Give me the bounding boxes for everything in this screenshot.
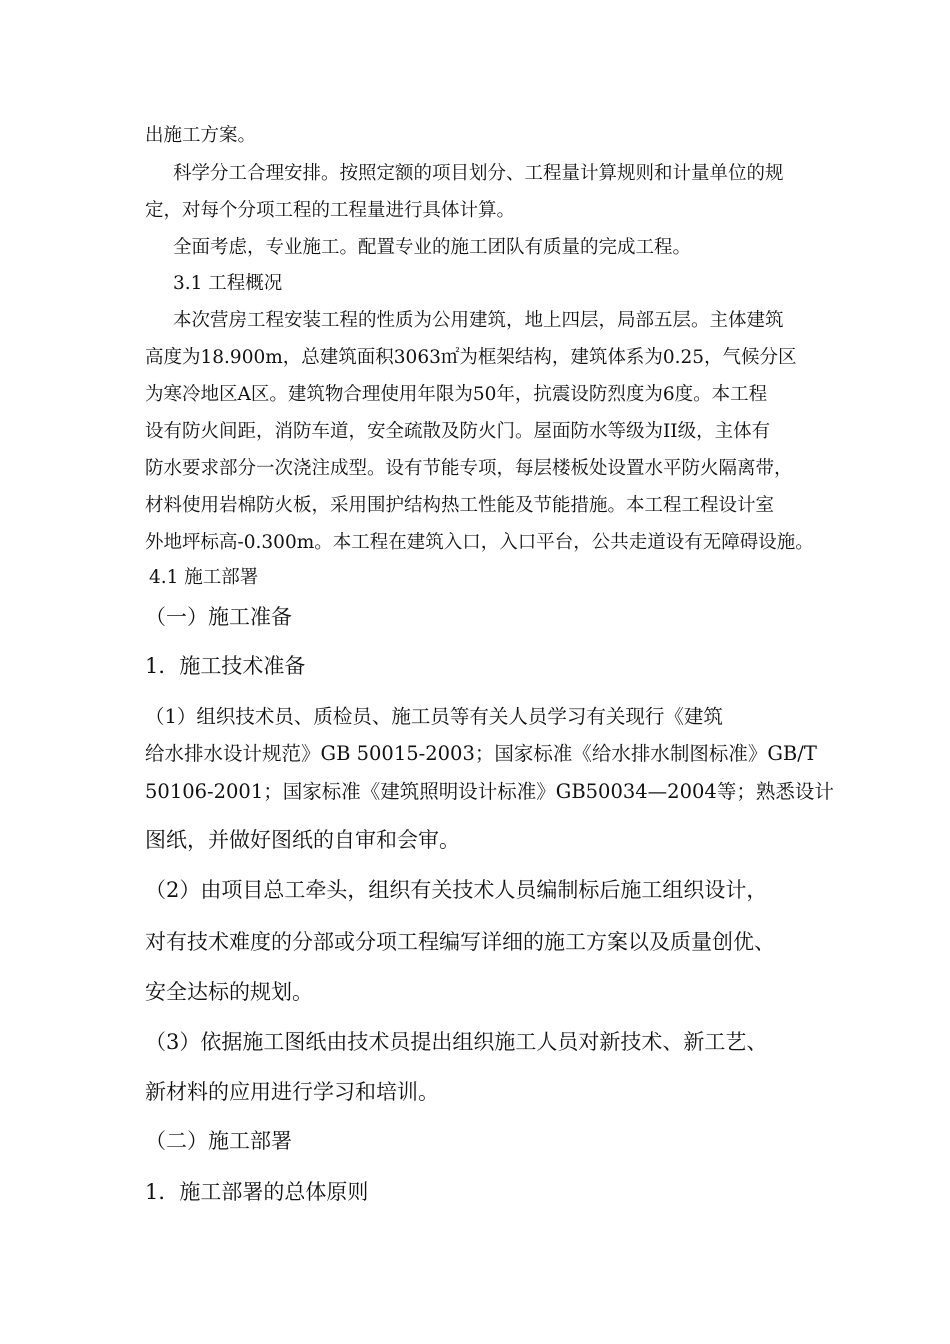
section-heading: 4.1 施工部署 [149,567,259,588]
paragraph-line: 给水排水设计规范》GB 50015-2003；国家标准《给水排水制图标准》GB/T [145,742,817,765]
paragraph-line: 材料使用岩棉防火板，采用围护结构热工性能及节能措施。本工程工程设计室 [145,495,775,516]
paragraph-line: 设有防火间距，消防车道，安全疏散及防火门。屋面防水等级为II级，主体有 [145,421,771,442]
paragraph-line: 科学分工合理安排。按照定额的项目划分、工程量计算规则和计量单位的规 [173,163,784,184]
paragraph-line: 安全达标的规划。 [145,980,313,1004]
paragraph-line: （2）由项目总工牵头，组织有关技术人员编制标后施工组织设计， [145,878,768,902]
paragraph-line: 出施工方案。 [145,125,257,146]
paragraph-line: （1）组织技术员、质检员、施工员等有关人员学习有关现行《建筑 [145,705,723,728]
subsection-heading: 1．施工部署的总体原则 [145,1180,369,1204]
paragraph-line: 高度为18.900m，总建筑面积3063㎡为框架结构，建筑体系为0.25，气候分区 [145,347,797,368]
paragraph-line: （3）依据施工图纸由技术员提出组织施工人员对新技术、新工艺、 [145,1030,768,1054]
paragraph-line: 全面考虑，专业施工。配置专业的施工团队有质量的完成工程。 [173,237,692,258]
paragraph-line: 本次营房工程安装工程的性质为公用建筑，地上四层，局部五层。主体建筑 [173,310,784,331]
section-heading: 3.1 工程概况 [173,273,283,294]
paragraph-line: 新材料的应用进行学习和培训。 [145,1080,439,1104]
paragraph-line: 对有技术难度的分部或分项工程编写详细的施工方案以及质量创优、 [145,930,775,954]
subsection-heading: 1．施工技术准备 [145,654,306,678]
paragraph-line: 为寒冷地区A区。建筑物合理使用年限为50年，抗震设防烈度为6度。本工程 [145,384,768,405]
paragraph-line: 定，对每个分项工程的工程量进行具体计算。 [145,200,516,221]
paragraph-line: 50106-2001；国家标准《建筑照明设计标准》GB50034—2004等；熟悉设计 [145,780,834,803]
paragraph-line: 图纸，并做好图纸的自审和会审。 [145,828,460,852]
paragraph-line: 防水要求部分一次浇注成型。设有节能专项，每层楼板处设置水平防火隔离带， [145,458,793,479]
paragraph-line: 外地坪标高-0.300m。本工程在建筑入口，入口平台，公共走道设有无障碍设施。 [145,532,814,553]
subsection-heading: （二）施工部署 [145,1129,292,1153]
subsection-heading: （一）施工准备 [145,605,292,629]
